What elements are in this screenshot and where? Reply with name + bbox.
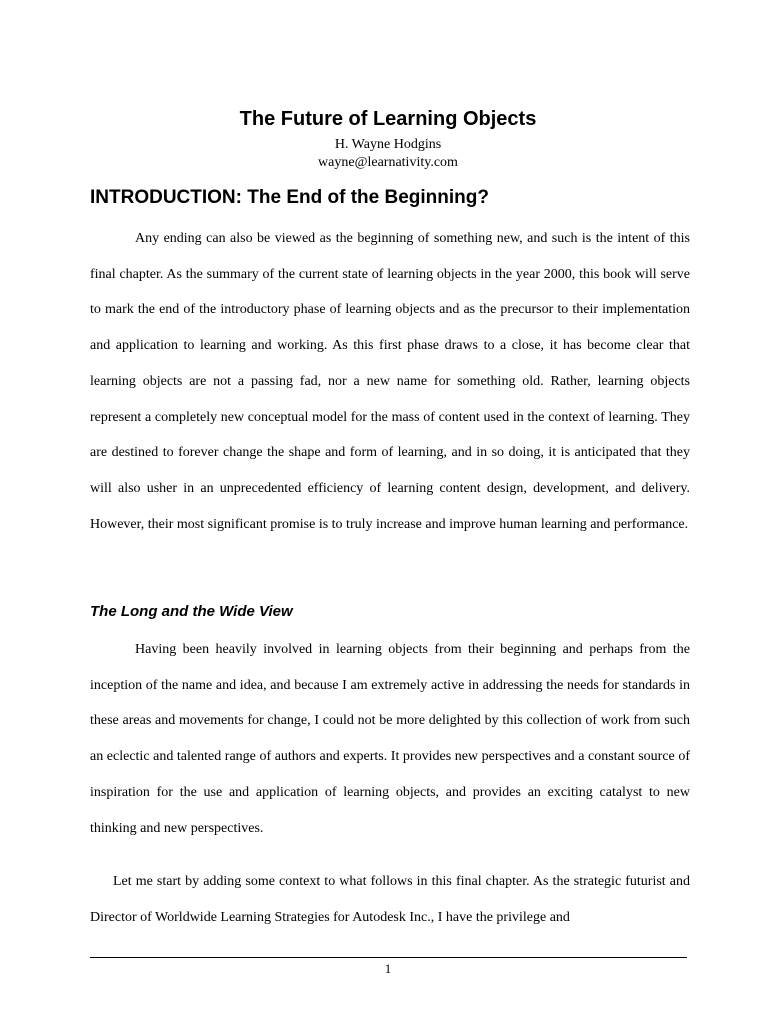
author-name: H. Wayne Hodgins: [334, 137, 442, 152]
document-title: The Future of Learning Objects: [239, 108, 537, 130]
author-email: wayne@learnativity.com: [318, 155, 458, 170]
page-number: 1: [384, 961, 392, 976]
footer-rule: [90, 957, 687, 958]
paragraph-intro: Any ending can also be viewed as the beginning of something new, and such is the intent of this final chapter. As the summary of the current state of learning objects in the year 2000, this book will serve to mark the end of the introductory phase of learning objects and as the precursor to their implementation and application to learning and working. As this first phase draws to a close, it has become clear that learning objects are not a passing fad, nor a new name for something old. Rather, learning objects represent a completely new conceptual model for the mass of content used in the context of learning. They are destined to forever change the shape and form of learning, and in so doing, it is anticipated that they will also usher in an unprecedented efficiency of learning content design, development, and delivery. However, their most significant promise is to truly increase and improve human learning and performance.: [90, 231, 690, 532]
section-heading: INTRODUCTION: The End of the Beginning?: [90, 187, 489, 208]
paragraph-long-wide-view: Having been heavily involved in learning objects from their beginning and perhaps from the inception of the name and idea, and because I am extremely active in addressing the needs for standards in these areas and movements for change, I could not be more delighted by this collection of work from such an eclectic and talented range of authors and experts. It provides new perspectives and a constant source of inspiration for the use and application of learning objects, and provides an exciting catalyst to new thinking and new perspectives.: [90, 642, 690, 836]
paragraph-context: Let me start by adding some context to what follows in this final chapter. As the strategic futurist and Director of Worldwide Learning Strategies for Autodesk Inc., I have the privilege and: [90, 874, 690, 925]
subheading: The Long and the Wide View: [90, 603, 293, 620]
